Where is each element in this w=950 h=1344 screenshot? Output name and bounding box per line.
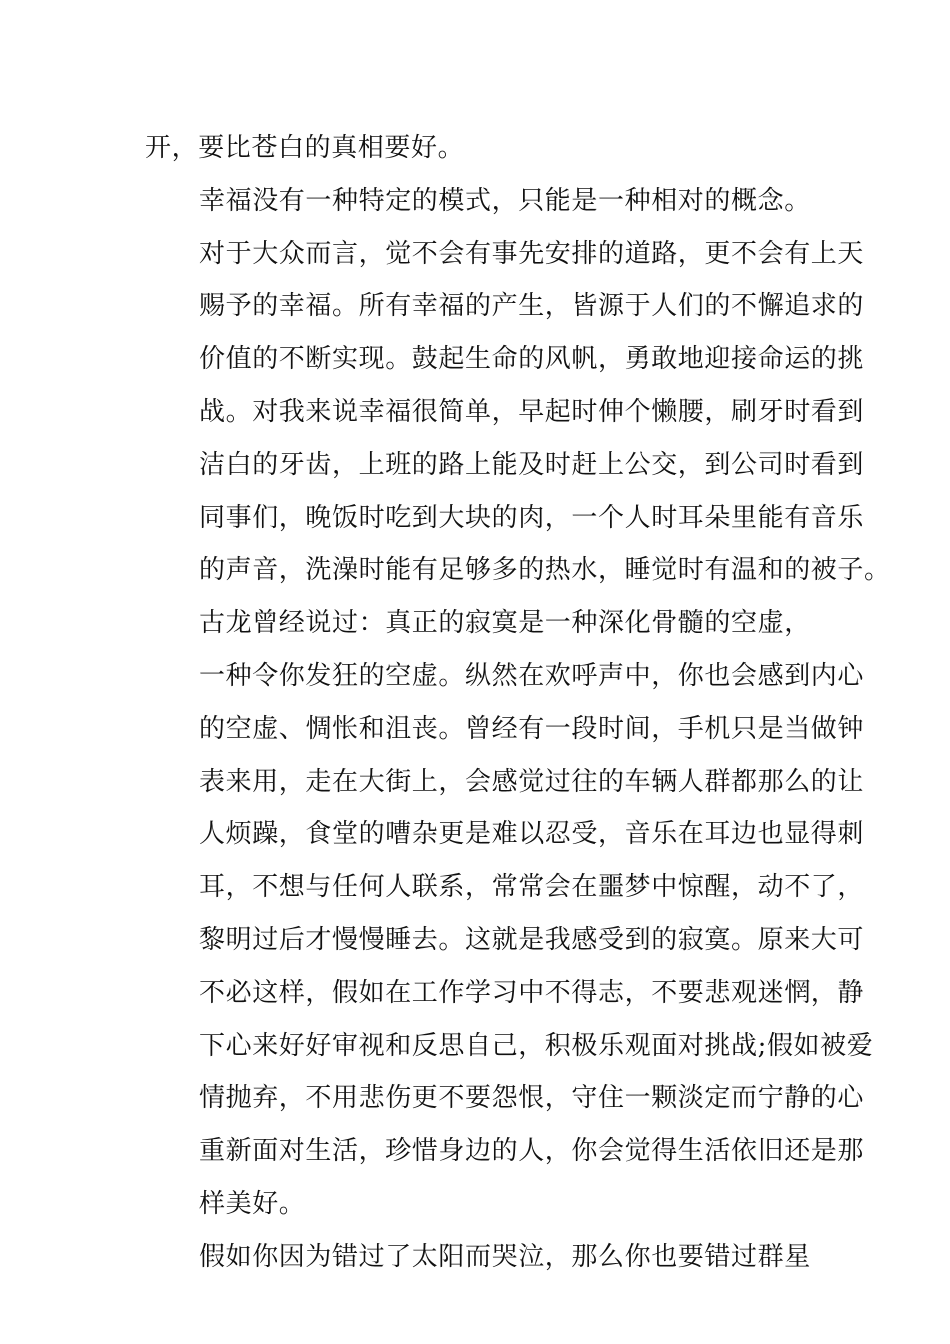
text-line: 假如你因为错过了太阳而哭泣，那么你也要错过群星 bbox=[199, 1241, 811, 1272]
paragraph-3 bbox=[145, 597, 874, 1231]
text-line: 表来用，走在大街上，会感觉过往的车辆人群都那么的让 bbox=[199, 766, 865, 797]
text-line: 古龙曾经说过：真正的寂寞是一种深化骨髓的空虚， bbox=[199, 608, 811, 639]
text-line: 同事们，晚饭时吃到大块的肉，一个人时耳朵里能有音乐 bbox=[199, 502, 865, 533]
text-line: 的空虚、惆怅和沮丧。曾经有一段时间，手机只是当做钟 bbox=[199, 713, 865, 744]
paragraph-1 bbox=[145, 122, 805, 175]
paragraph-4 bbox=[145, 1231, 811, 1284]
text-line: 一种令你发狂的空虚。纵然在欢呼声中，你也会感到内心 bbox=[199, 660, 865, 691]
text-line: 黎明过后才慢慢睡去。这就是我感受到的寂寞。原来大可 bbox=[199, 924, 865, 955]
text-line: 价值的不断实现。鼓起生命的风帆，勇敢地迎接命运的挑 bbox=[199, 344, 865, 375]
text-line: 对于大众而言，觉不会有事先安排的道路，更不会有上天 bbox=[199, 238, 865, 269]
text-line: 不必这样，假如在工作学习中不得志，不要悲观迷惘，静 bbox=[199, 977, 865, 1008]
text-line: 下心来好好审视和反思自己，积极乐观面对挑战;假如被爱 bbox=[199, 1030, 874, 1061]
text-line: 重新面对生活，珍惜身边的人，你会觉得生活依旧还是那 bbox=[199, 1136, 865, 1167]
text-line: 人烦躁，食堂的嘈杂更是难以忍受，音乐在耳边也显得刺 bbox=[199, 819, 865, 850]
text-line: 赐予的幸福。所有幸福的产生，皆源于人们的不懈追求的 bbox=[199, 291, 865, 322]
text-line: 战。对我来说幸福很简单，早起时伸个懒腰，刷牙时看到 bbox=[199, 396, 865, 427]
text-line: 样美好。 bbox=[199, 1188, 306, 1219]
text-line: 耳，不想与任何人联系，常常会在噩梦中惊醒，动不了， bbox=[199, 872, 865, 903]
paragraph-2 bbox=[145, 175, 891, 597]
body-text bbox=[145, 122, 891, 1284]
text-line: 幸福没有一种特定的模式，只能是一种相对的概念。 bbox=[199, 185, 811, 216]
text-line: 洁白的牙齿，上班的路上能及时赶上公交，到公司时看到 bbox=[199, 449, 865, 480]
text-line: 的声音，洗澡时能有足够多的热水，睡觉时有温和的被子。 bbox=[199, 555, 891, 586]
text-line: 开，要比苍白的真相要好。 bbox=[145, 133, 465, 163]
text-line: 情抛弃，不用悲伤更不要怨恨，守住一颗淡定而宁静的心 bbox=[199, 1083, 865, 1114]
